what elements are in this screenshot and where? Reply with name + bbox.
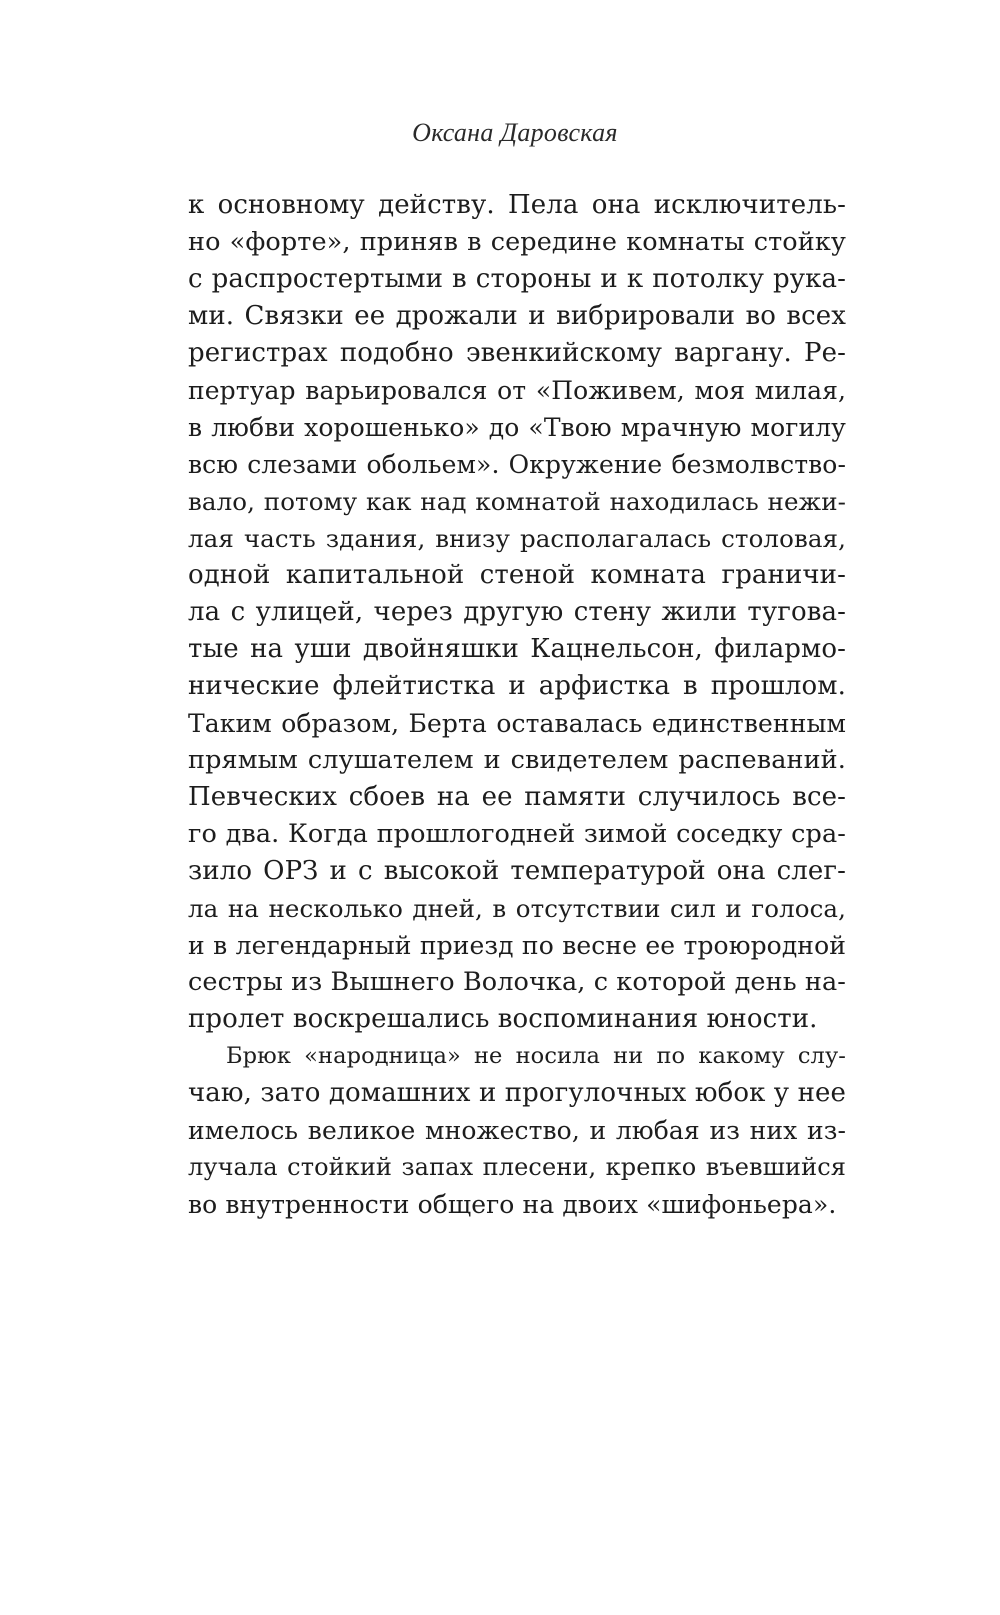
text-line: всю слезами обольем». Окружение безмолвство- <box>188 450 846 479</box>
paragraph-2 <box>188 1038 846 1223</box>
text-line: с распростертыми в стороны и к потолку рука- <box>188 264 846 294</box>
text-line: ми. Связки ее дрожали и вибрировали во всех <box>188 301 846 331</box>
text-line: имелось великое множество, и любая из них из- <box>188 1116 846 1145</box>
text-line: одной капитальной стеной комната граничи- <box>188 560 846 590</box>
text-line: и в легендарный приезд по весне ее троюродной <box>188 931 846 960</box>
text-line: но «форте», приняв в середине комнаты стойку <box>188 227 846 257</box>
text-line: Певческих сбоев на ее памяти случилось все- <box>188 782 846 812</box>
text-line: прямым слушателем и свидетелем распеваний. <box>188 745 846 775</box>
text-line: лая часть здания, внизу располагалась столовая, <box>188 524 846 553</box>
text-line: вало, потому как над комнатой находилась нежи- <box>188 487 846 516</box>
paragraph-1 <box>188 187 846 1038</box>
text-line: ла на несколько дней, в отсутствии сил и голоса, <box>188 894 846 923</box>
text-line: сестры из Вышнего Волочка, с которой день на- <box>188 967 846 997</box>
text-line: пертуар варьировался от «Поживем, моя милая, <box>188 376 846 405</box>
text-line: тые на уши двойняшки Кацнельсон, филармо- <box>188 634 846 664</box>
text-line: Брюк «народница» не носила ни по какому слу- <box>226 1043 846 1069</box>
text-line: ла с улицей, через другую стену жили тугова- <box>188 597 846 627</box>
text-line: зило ОРЗ и с высокой температурой она слег- <box>188 856 846 886</box>
text-line: регистрах подобно эвенкийскому варгану. Ре- <box>188 338 846 368</box>
text-line: нические флейтистка и арфистка в прошлом. <box>188 671 846 701</box>
text-line: к основному действу. Пела она исключитель- <box>188 190 846 220</box>
body-text <box>188 187 846 1223</box>
text-line: чаю, зато домашних и прогулочных юбок у нее <box>188 1078 846 1108</box>
text-line: лучала стойкий запах плесени, крепко въевшийся <box>188 1153 846 1181</box>
text-line: Таким образом, Берта оставалась единственным <box>188 709 846 738</box>
text-line: го два. Когда прошлогодней зимой соседку сра- <box>188 819 846 849</box>
text-line: в любви хорошенько» до «Твою мрачную могилу <box>188 413 846 442</box>
text-line: во внутренности общего на двоих «шифоньера». <box>188 1190 837 1219</box>
text-line: пролет воскрешались воспоминания юности. <box>188 1004 818 1034</box>
running-head-author: Оксана Даровская <box>412 118 618 147</box>
